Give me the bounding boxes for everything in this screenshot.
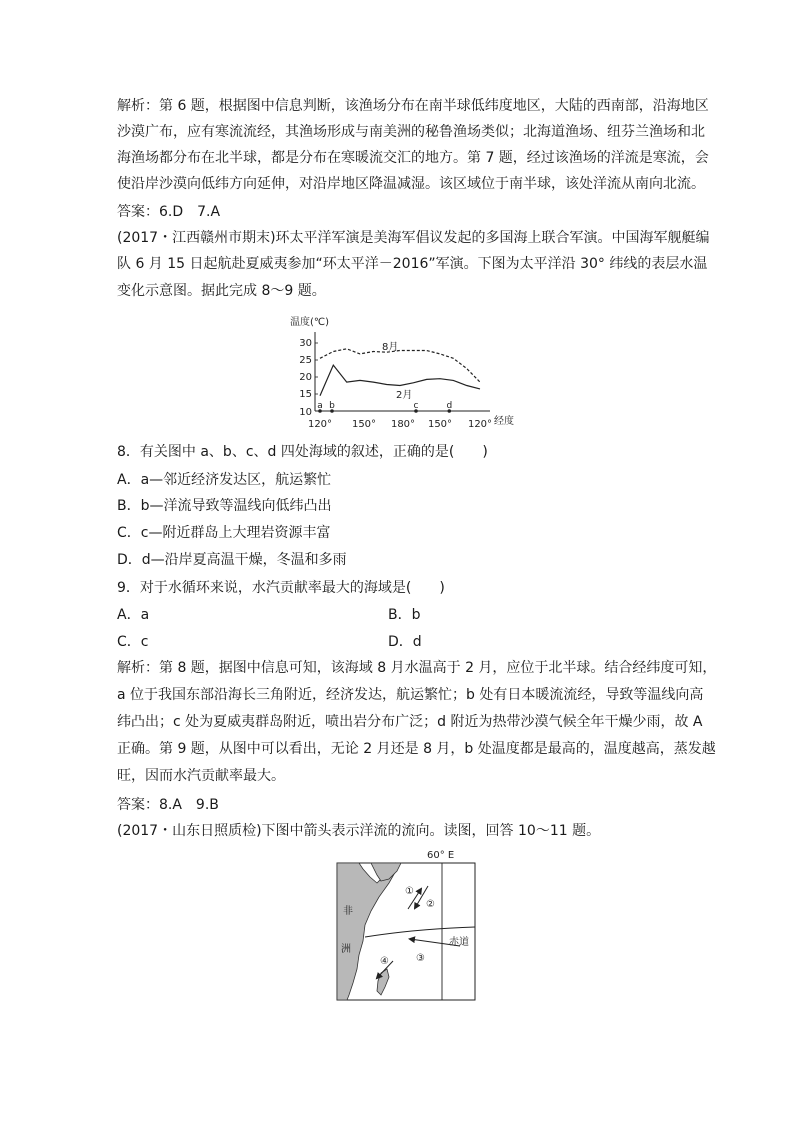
answer-6-7: 答案：6.D 7.A	[117, 204, 221, 220]
intro-8-9-line-2: 队 6 月 15 日起航赴夏威夷参加“环太平洋－2016”军演。下图为太平洋沿 30° 纬线的表层水温	[117, 256, 708, 272]
y-tick-20: 20	[299, 372, 312, 383]
analysis-8-9-line-2: a 位于我国东部沿海长三角附近，经济发达，航运繁忙；b 处有日本暖流流经，导致等温线向高	[117, 687, 704, 703]
temperature-chart	[290, 308, 530, 434]
analysis-6-7-line-3: 海渔场都分布在北半球，都是分布在寒暖流交汇的地方。第 7 题，经过该渔场的洋流是寒流，会	[117, 150, 709, 166]
intro-8-9-line-1: (2017・江西赣州市期末)环太平洋军演是美海军倡议发起的多国海上联合军演。中国海军舰艇编	[117, 230, 710, 246]
question-9-option-c: C．c	[117, 634, 149, 650]
point-label-c: c	[413, 401, 419, 411]
continent-label-zhou: 洲	[341, 944, 351, 955]
x-tick-120w: 120°	[307, 419, 333, 430]
question-8-option-b: B．b—洋流导致等温线向低纬凸出	[117, 498, 332, 514]
ocean-current-map	[325, 845, 485, 1005]
question-8-option-d: D．d—沿岸夏高温干燥，冬温和多雨	[117, 552, 347, 568]
meridian-label: 60° E	[427, 850, 455, 861]
point-label-d: d	[446, 401, 453, 411]
analysis-6-7-line-2: 沙漠广布，应有寒流流经，其渔场形成与南美洲的秘鲁渔场类似；北海道渔场、纽芬兰渔场和北	[117, 124, 705, 140]
series-label-feb: 2月	[396, 390, 413, 401]
y-tick-15: 15	[299, 389, 312, 400]
chart-y-tick-labels	[299, 338, 312, 418]
chart-series	[320, 349, 480, 396]
question-8-option-c: C．c—附近群岛上大理岩资源丰富	[117, 525, 331, 541]
question-8-stem: 8．有关图中 a、b、c、d 四处海域的叙述，正确的是( )	[117, 444, 488, 460]
question-9-option-d: D．d	[388, 634, 422, 650]
series-line-aug	[320, 349, 480, 382]
question-8-option-a: A．a—邻近经济发达区，航运繁忙	[117, 472, 332, 488]
chart-x-axis-label: 经度	[494, 416, 514, 427]
current-label-4: ④	[380, 956, 389, 967]
chart-x-tick-labels	[308, 419, 492, 430]
current-label-3: ③	[416, 953, 425, 964]
x-tick-150w: 150°	[427, 419, 453, 430]
current-label-1: ①	[405, 886, 414, 897]
analysis-8-9-line-1: 解析：第 8 题，据图中信息可知，该海域 8 月水温高于 2 月，应位于北半球。结合经纬度可知，	[117, 660, 717, 676]
chart-y-axis-label: 温度(℃)	[290, 317, 330, 328]
y-tick-10: 10	[299, 407, 312, 418]
analysis-8-9-line-4: 正确。第 9 题，从图中可以看出，无论 2 月还是 8 月，b 处温度都是最高的，温度越高，蒸发越	[117, 741, 716, 757]
series-label-aug: 8月	[382, 342, 399, 353]
question-9-option-b: B．b	[388, 607, 421, 623]
intro-10-11: (2017・山东日照质检)下图中箭头表示洋流的流向。读图，回答 10～11 题。	[117, 823, 601, 839]
question-9-stem: 9．对于水循环来说，水汽贡献率最大的海域是( )	[117, 580, 445, 596]
x-tick-180: 180°	[390, 419, 416, 430]
analysis-8-9-line-3: 纬凸出；c 处为夏威夷群岛附近，喷出岩分布广泛；d 附近为热带沙漠气候全年干燥少雨，故 A	[117, 714, 703, 730]
current-label-2: ②	[426, 899, 435, 910]
analysis-8-9-line-5: 旺，因而水汽贡献率最大。	[117, 768, 285, 784]
x-tick-150e: 150°	[351, 419, 377, 430]
intro-8-9-line-3: 变化示意图。据此完成 8～9 题。	[117, 283, 326, 299]
equator-label: 赤道	[449, 937, 469, 948]
y-tick-30: 30	[299, 338, 312, 349]
analysis-6-7-line-1: 解析：第 6 题，根据图中信息判断，该渔场分布在南半球低纬度地区，大陆的西南部，沿海地区	[117, 98, 709, 114]
question-9-option-a: A．a	[117, 607, 150, 623]
analysis-6-7-line-4: 使沿岸沙漠向低纬方向延伸，对沿岸地区降温减湿。该区域位于南半球，该处洋流从南向北流。	[117, 176, 705, 192]
continent-label-fei: 非	[343, 906, 353, 917]
y-tick-25: 25	[299, 355, 312, 366]
x-tick-120w-right: 120°	[467, 419, 493, 430]
point-label-b: b	[329, 401, 335, 411]
answer-8-9: 答案：8.A 9.B	[117, 797, 219, 813]
point-label-a: a	[317, 401, 323, 411]
